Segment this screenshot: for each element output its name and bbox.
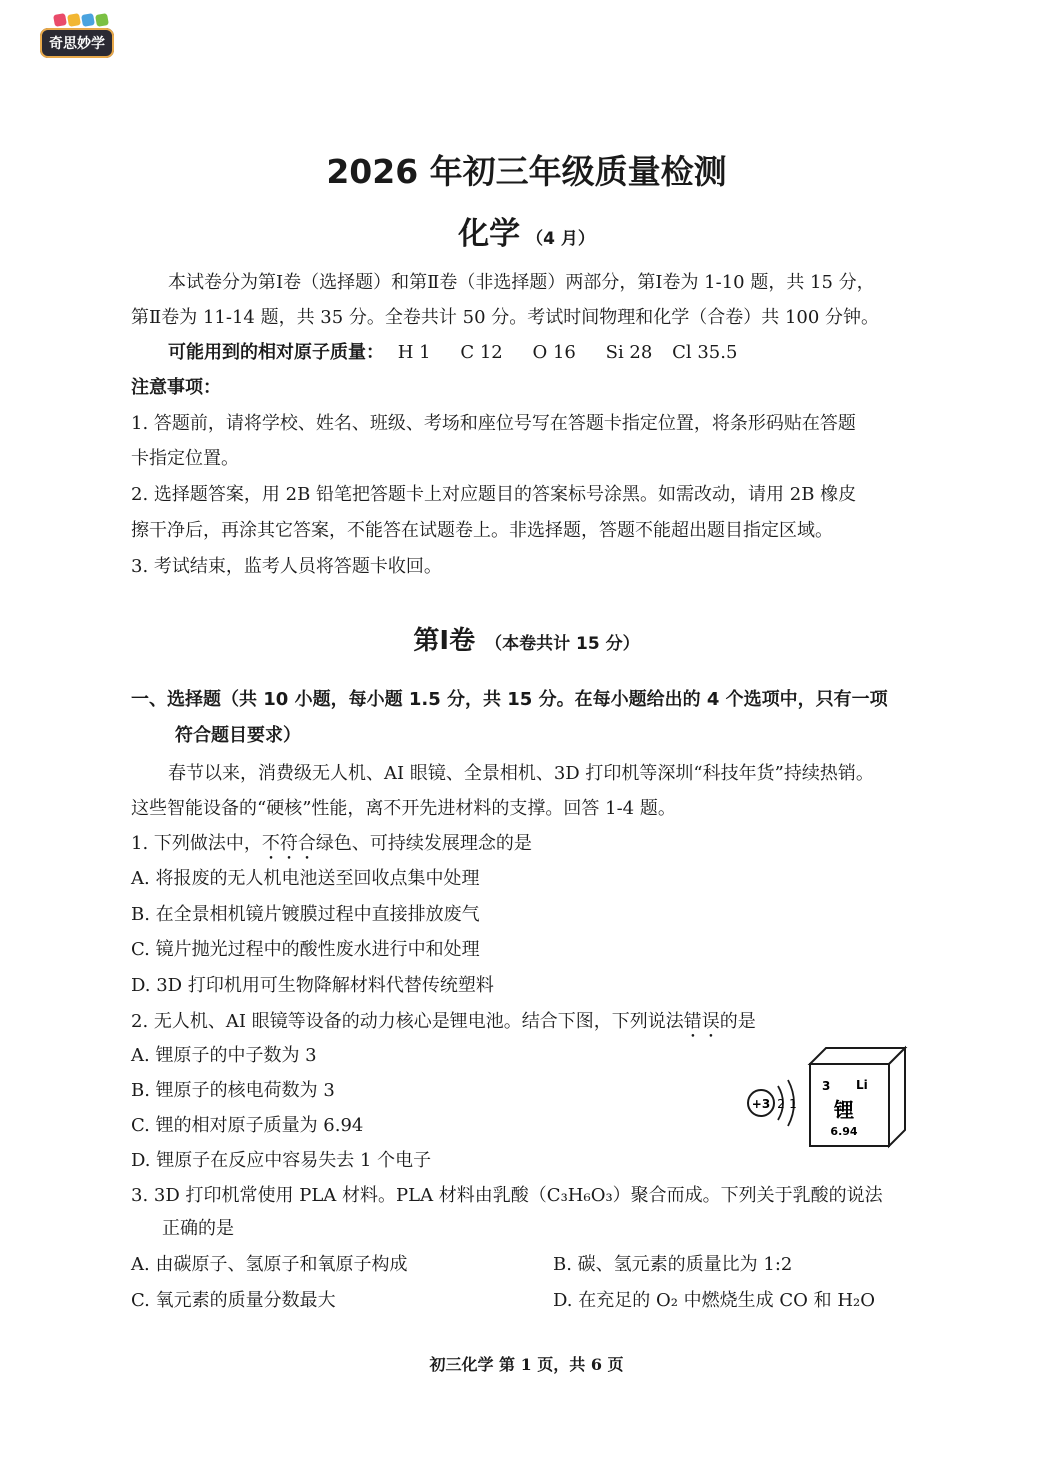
- cell-mass: 6.94: [830, 1125, 858, 1138]
- note-1a: 1. 答题前，请将学校、姓名、班级、考场和座位号写在答题卡指定位置，将条形码贴在答题: [131, 413, 856, 434]
- q1-stem-emphasis: 不符合: [261, 833, 316, 854]
- brand-logo: [40, 14, 116, 60]
- q2-option-a: A. 锂原子的中子数为 3: [131, 1045, 317, 1066]
- q3-option-c: C. 氧元素的质量分数最大: [131, 1290, 336, 1311]
- q3-option-a: A. 由碳原子、氢原子和氧原子构成: [131, 1254, 408, 1275]
- shell-2-electrons: 1: [789, 1097, 797, 1111]
- q2-option-b: B. 锂原子的核电荷数为 3: [131, 1080, 335, 1101]
- notes-heading: 注意事项：: [131, 377, 221, 398]
- note-2a: 2. 选择题答案，用 2B 铅笔把答题卡上对应题目的答案标号涂黑。如需改动，请用 2B 橡皮: [131, 484, 857, 505]
- atomic-mass-si: Si 28: [605, 342, 653, 363]
- passage-b: 这些智能设备的“硬核”性能，离不开先进材料的支撑。回答 1-4 题。: [131, 798, 676, 819]
- note-2b: 擦干净后，再涂其它答案，不能答在试题卷上。非选择题，答题不能超出题目指定区域。: [131, 520, 833, 541]
- section-1-note: （本卷共计 15 分）: [485, 634, 640, 654]
- q3-option-d: D. 在充足的 O₂ 中燃烧生成 CO 和 H₂O: [553, 1290, 876, 1311]
- q1-option-d: D. 3D 打印机用可生物降解材料代替传统塑料: [131, 975, 494, 996]
- logo-text: 奇思妙学: [40, 28, 114, 58]
- q1-stem-pre: 1. 下列做法中，: [131, 833, 262, 854]
- part-heading-b: 符合题目要求）: [175, 725, 301, 746]
- cell-atomic-number: 3: [822, 1079, 831, 1093]
- intro-line-1: 本试卷分为第Ⅰ卷（选择题）和第Ⅱ卷（非选择题）两部分，第Ⅰ卷为 1-10 题，共 15 分，: [168, 272, 875, 293]
- note-3: 3. 考试结束，监考人员将答题卡收回。: [131, 556, 442, 577]
- nucleus-charge: +3: [751, 1097, 771, 1111]
- part-heading-a: 一、选择题（共 10 小题，每小题 1.5 分，共 15 分。在每小题给出的 4 个选项中，只有一项: [131, 689, 888, 710]
- lithium-figure-svg: [740, 1044, 910, 1150]
- q3-option-b: B. 碳、氢元素的质量比为 1:2: [553, 1254, 793, 1275]
- q3-stem-b: 正确的是: [162, 1218, 234, 1239]
- section-1-title: 第Ⅰ卷: [413, 626, 476, 656]
- lithium-figure: [740, 1044, 910, 1150]
- page-footer: 初三化学 第 1 页，共 6 页: [429, 1355, 624, 1374]
- q1-stem-post: 绿色、可持续发展理念的是: [315, 833, 532, 854]
- q2-stem-post: 的是: [719, 1011, 756, 1032]
- exam-title: 2026 年初三年级质量检测: [326, 152, 727, 191]
- q1-option-b: B. 在全景相机镜片镀膜过程中直接排放废气: [131, 904, 480, 925]
- cell-side: [889, 1048, 905, 1146]
- atomic-mass-label: 可能用到的相对原子质量：: [168, 342, 384, 363]
- q1-stem: [131, 832, 532, 864]
- atomic-mass-row: [168, 341, 737, 365]
- q2-stem-emphasis: 错误: [683, 1011, 720, 1032]
- q2-option-d: D. 锂原子在反应中容易失去 1 个电子: [131, 1150, 432, 1171]
- q2-stem-pre: 2. 无人机、AI 眼镜等设备的动力核心是锂电池。结合下图，下列说法: [131, 1011, 684, 1032]
- atomic-mass-h: H 1: [397, 342, 431, 363]
- atomic-mass-c: C 12: [460, 342, 503, 363]
- q2-stem: [131, 1010, 756, 1042]
- q1-option-c: C. 镜片抛光过程中的酸性废水进行中和处理: [131, 939, 480, 960]
- q3-stem-a: 3. 3D 打印机常使用 PLA 材料。PLA 材料由乳酸（C₃H₆O₃）聚合而成。下列关于乳酸的说法: [131, 1185, 883, 1206]
- intro-line-2: 第Ⅱ卷为 11-14 题，共 35 分。全卷共计 50 分。考试时间物理和化学（合卷）共 100 分钟。: [131, 307, 880, 328]
- exam-subject: [0, 208, 1053, 253]
- q1-option-a: A. 将报废的无人机电池送至回收点集中处理: [131, 868, 480, 889]
- atomic-mass-o: O 16: [532, 342, 576, 363]
- section-1-header: [0, 620, 1053, 657]
- exam-month: （4 月）: [526, 229, 595, 249]
- cell-name: 锂: [834, 1098, 854, 1122]
- shell-1-electrons: 2: [777, 1097, 785, 1111]
- cell-symbol: Li: [856, 1078, 868, 1092]
- note-1b: 卡指定位置。: [131, 448, 239, 469]
- subject-name: 化学: [458, 216, 521, 252]
- passage-a: 春节以来，消费级无人机、AI 眼镜、全景相机、3D 打印机等深圳“科技年货”持续热销。: [168, 763, 874, 784]
- q2-option-c: C. 锂的相对原子质量为 6.94: [131, 1115, 364, 1136]
- atomic-mass-cl: Cl 35.5: [672, 342, 738, 363]
